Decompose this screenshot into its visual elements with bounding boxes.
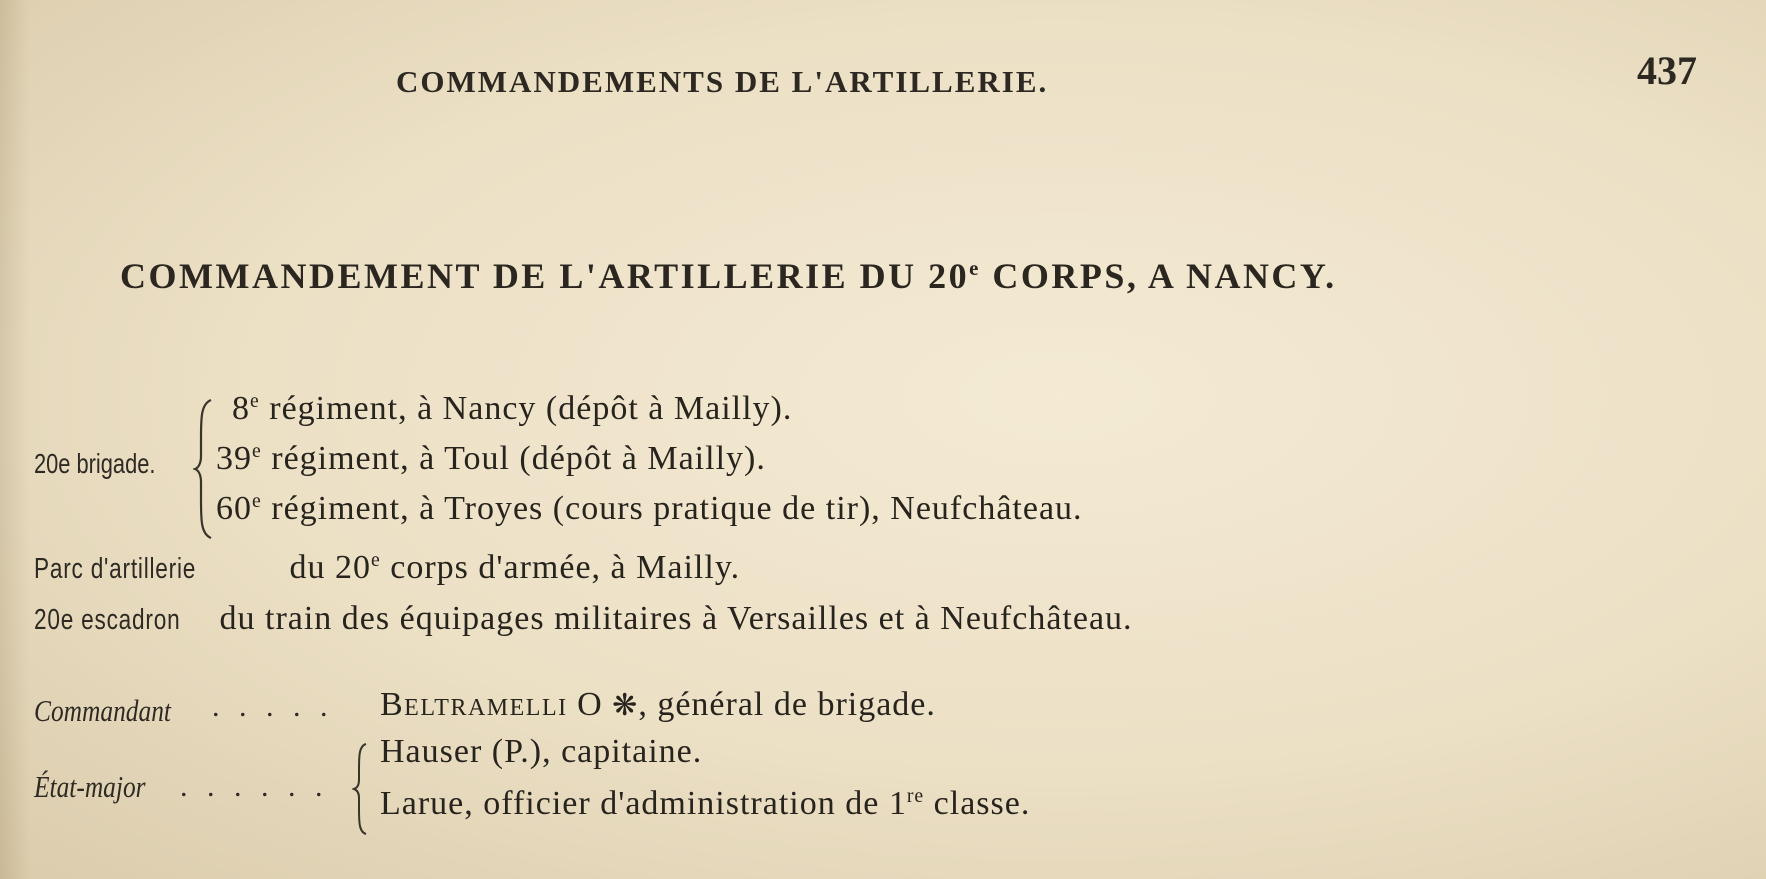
- brigade-brace: [193, 398, 217, 540]
- section-title: [120, 255, 1337, 297]
- regiment-line: 60e régiment, à Troyes (cours pratique de tir), Neufchâteau.: [216, 489, 1083, 527]
- unit-line-escadron: 20e escadron du train des équipages militaires à Versailles et à Neufchâteau.: [34, 600, 1133, 637]
- brigade-label: 20e brigade.: [34, 448, 156, 479]
- section-title-sup: e: [969, 256, 981, 281]
- commandant-title: , général de brigade.: [638, 686, 936, 723]
- commandant-entry: [380, 686, 936, 724]
- running-head: COMMANDEMENTS DE L'ARTILLERIE.: [396, 64, 1049, 99]
- etat-major-member: Larue, officier d'administration de 1re classe.: [380, 784, 1031, 822]
- section-title-before: COMMANDEMENT DE L'ARTILLERIE DU 20: [120, 256, 970, 296]
- commandant-leader-dots: . . . . .: [212, 690, 334, 723]
- page-number: 437: [1637, 48, 1697, 93]
- legion-honneur-icon: ❋: [612, 689, 639, 722]
- etat-major-member: Hauser (P.), capitaine.: [380, 733, 703, 770]
- section-title-after: CORPS, A NANCY.: [980, 256, 1337, 296]
- commandant-label: Commandant: [34, 693, 172, 728]
- etat-major-label: État-major: [34, 769, 146, 804]
- unit-line-parc: Parc d'artillerie du 20e corps d'armée, à Mailly.: [34, 548, 741, 586]
- commandant-name: Beltramelli: [380, 686, 568, 723]
- regiment-line: 39e régiment, à Toul (dépôt à Mailly).: [216, 439, 766, 477]
- regiment-line: 8e régiment, à Nancy (dépôt à Mailly).: [232, 389, 793, 427]
- etat-major-leader-dots: . . . . . .: [180, 770, 329, 803]
- etat-major-brace: [352, 742, 370, 836]
- commandant-rank-mark: O: [577, 686, 603, 723]
